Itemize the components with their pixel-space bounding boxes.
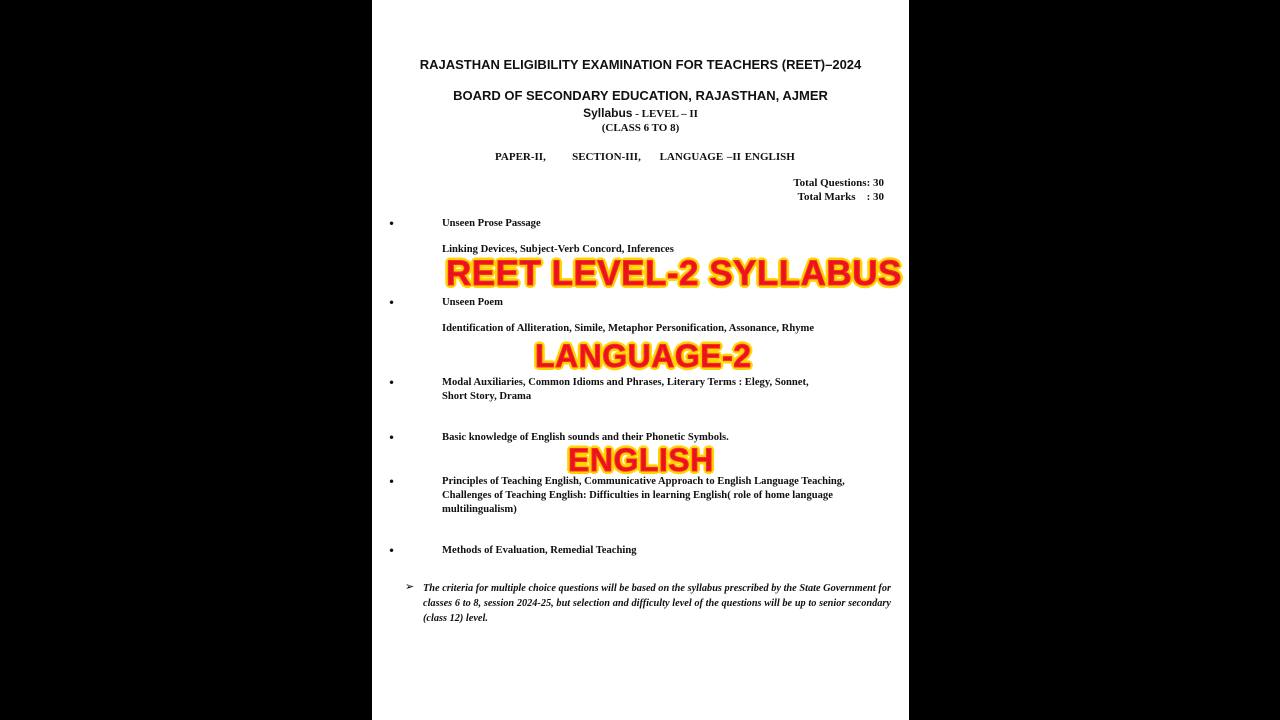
item-detail: Linking Devices, Subject-Verb Concord, Inferences xyxy=(442,244,674,255)
syllabus-level xyxy=(372,106,909,120)
item-detail: Identification of Alliteration, Simile, Metaphor Personification, Assonance, Rhyme xyxy=(442,323,815,334)
overlay-english: ENGLISH xyxy=(568,442,714,478)
board-name: BOARD OF SECONDARY EDUCATION, RAJASTHAN, AJMER xyxy=(453,88,828,103)
item-title: Methods of Evaluation, Remedial Teaching xyxy=(442,545,637,556)
class-range: (CLASS 6 TO 8) xyxy=(601,122,680,134)
document-title: RAJASTHAN ELIGIBILITY EXAMINATION FOR TEACHERS (REET)–2024 xyxy=(419,57,862,72)
total-marks: Total Marks : 30 xyxy=(797,191,884,203)
item-title: Modal Auxiliaries, Common Idioms and Phrases, Literary Terms : Elegy, Sonnet, Short Story, Drama xyxy=(442,377,809,402)
bullet-icon: • xyxy=(388,475,396,489)
overlay-language: LANGUAGE-2 xyxy=(535,338,752,374)
item-title: Unseen Prose Passage xyxy=(442,218,541,229)
item-title: Basic knowledge of English sounds and their Phonetic Symbols. xyxy=(442,432,729,443)
item-title: Unseen Poem xyxy=(442,297,503,308)
syllabus-level-text: - LEVEL – II xyxy=(632,108,698,120)
syllabus-word: Syllabus xyxy=(583,106,633,120)
total-questions: Total Questions: 30 xyxy=(793,177,884,189)
bullet-icon: • xyxy=(388,296,396,310)
bullet-icon: • xyxy=(388,217,396,231)
criteria-note: The criteria for multiple choice questions will be based on the syllabus prescribed by the State Government for classes 6 to 8, session 2024-25, but selection and difficulty level of the questions will be up to senior secondary (class 12) level. xyxy=(423,583,891,624)
overlay-title: REET LEVEL-2 SYLLABUS xyxy=(446,254,902,293)
paper-section-line: PAPER-II, SECTION-III, LANGUAGE –II ENGLISH xyxy=(495,151,795,163)
item-title: Principles of Teaching English, Communicative Approach to English Language Teaching, Challenges of Teaching English: Difficulties in learning English( role of home language multilingualism) xyxy=(442,476,845,515)
bullet-icon: • xyxy=(388,544,396,558)
arrow-bullet-icon: ➢ xyxy=(405,580,415,593)
bullet-icon: • xyxy=(388,431,396,445)
bullet-icon: • xyxy=(388,376,396,390)
